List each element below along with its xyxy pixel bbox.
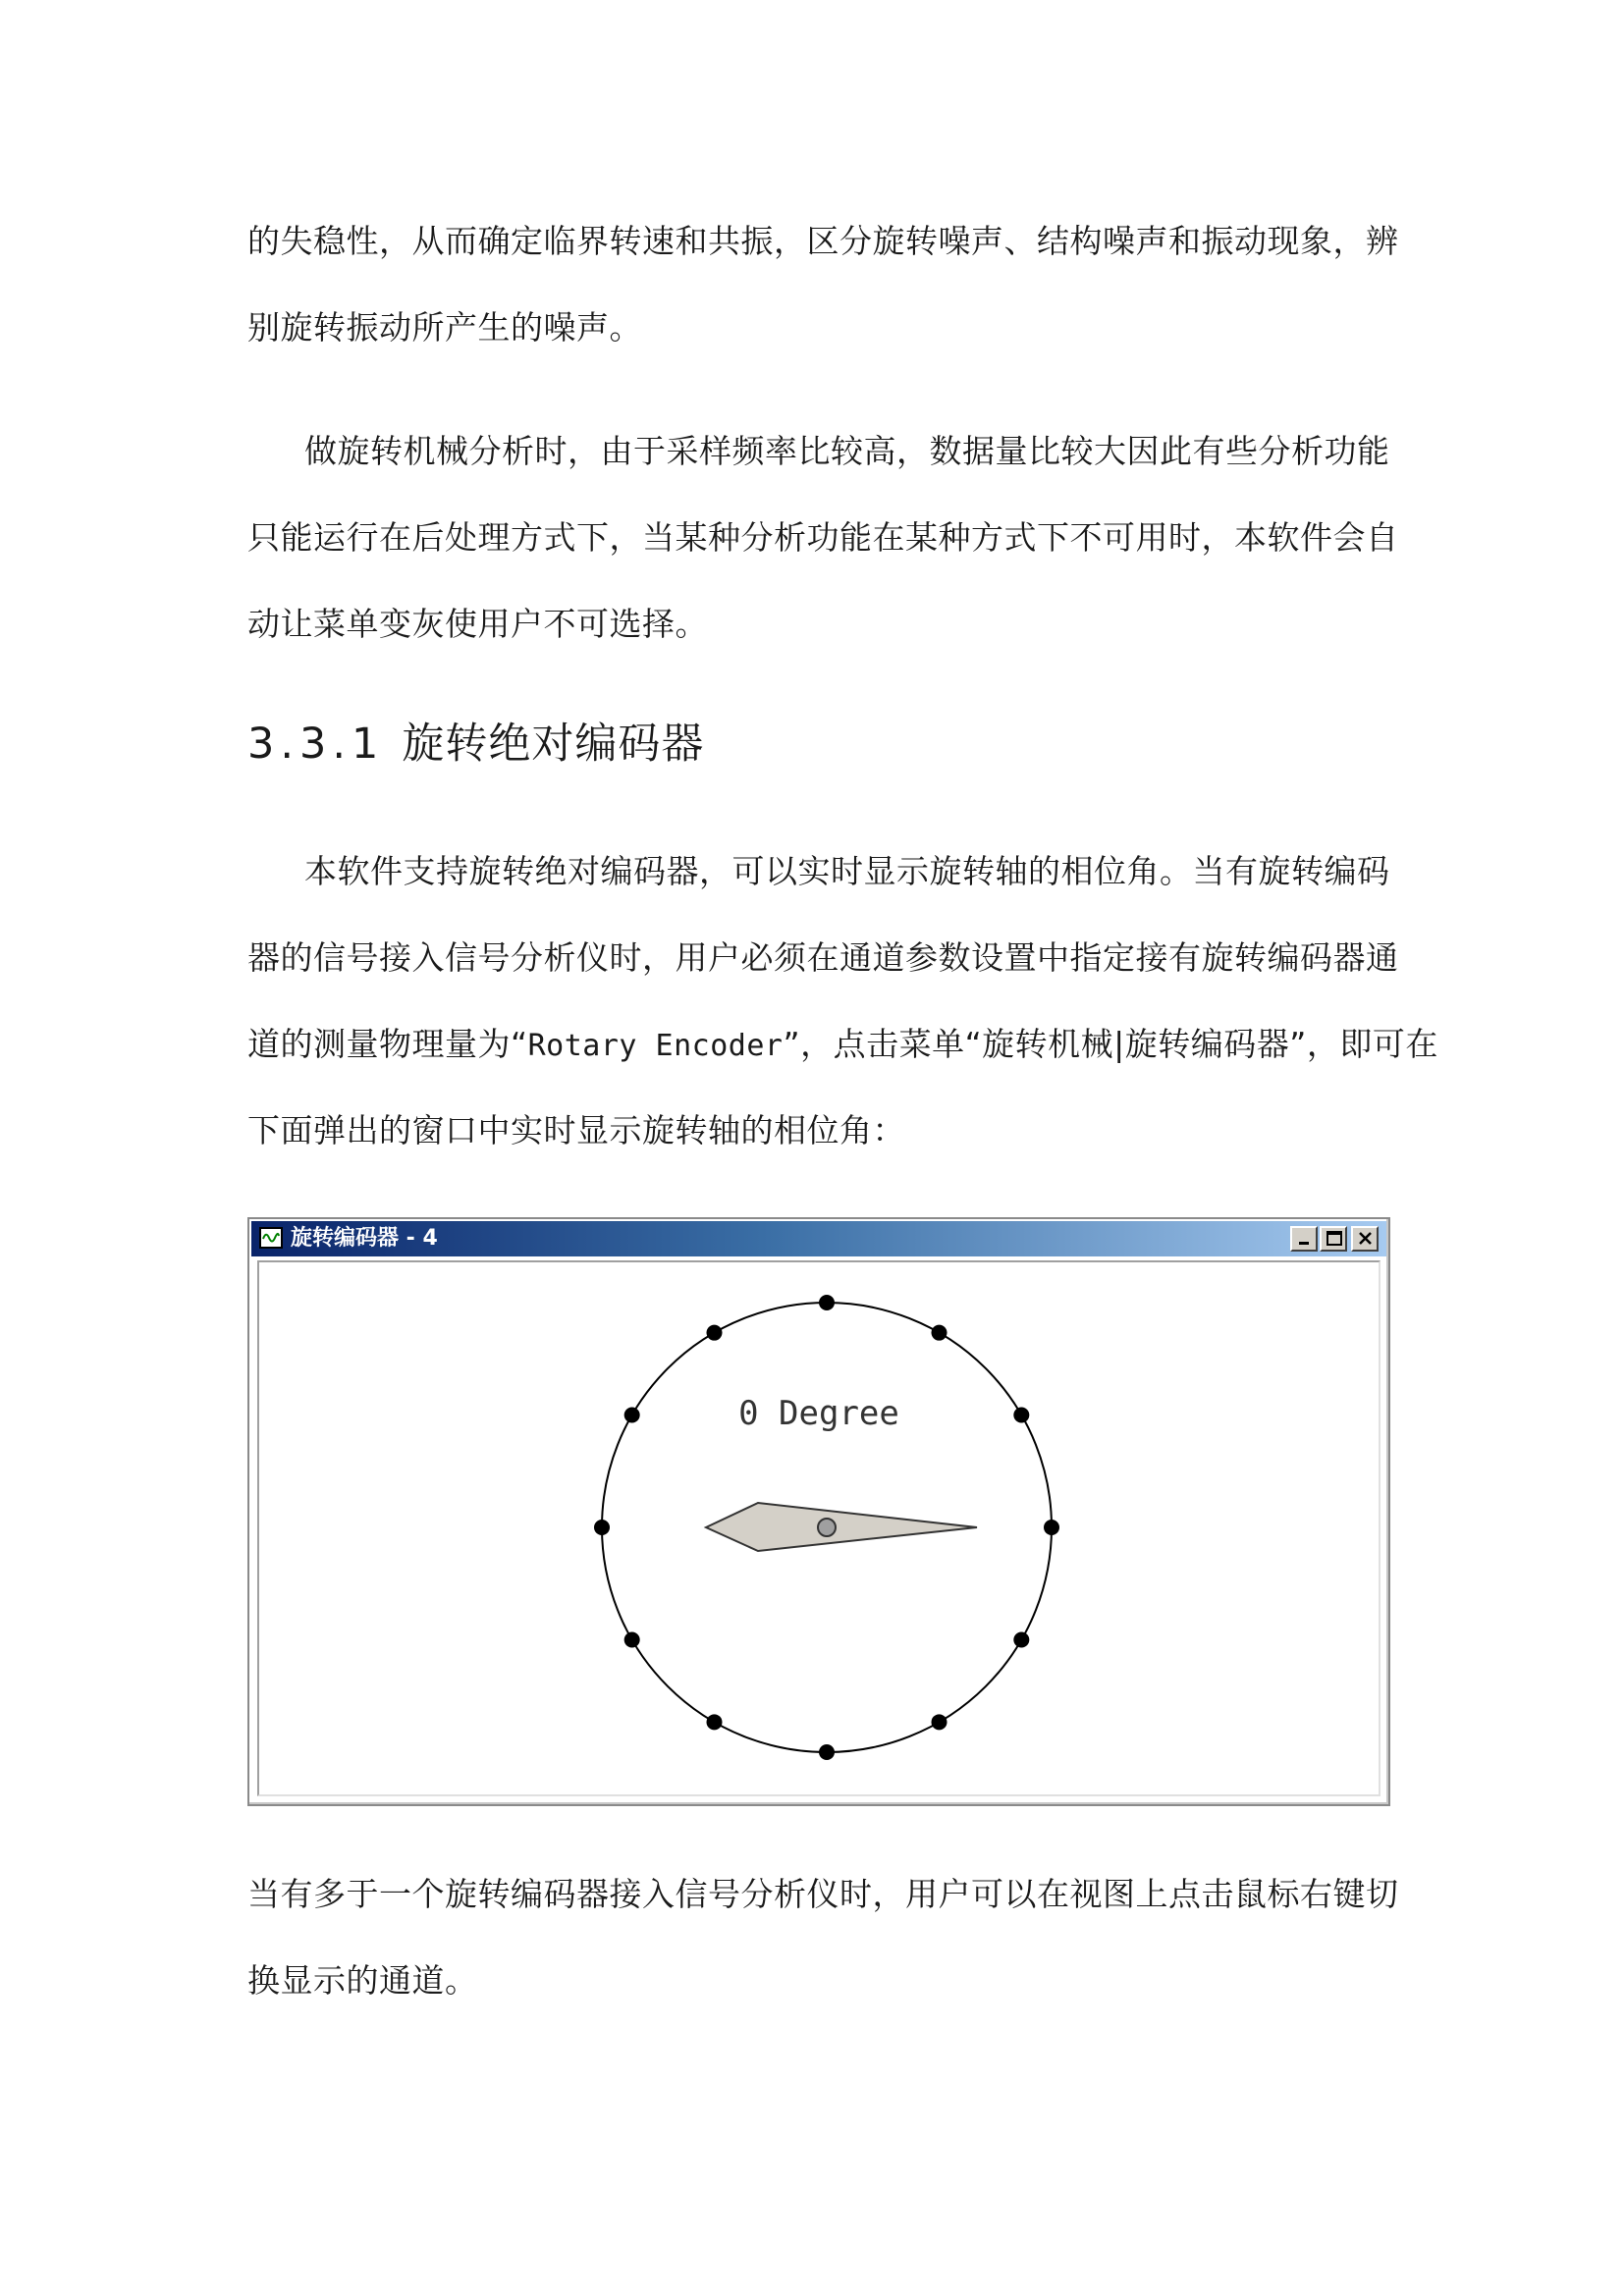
paragraph-2 <box>247 408 1399 667</box>
dial-needle <box>706 1503 977 1551</box>
close-icon <box>1356 1230 1376 1248</box>
encoder-window <box>247 1217 1390 1806</box>
section-heading <box>247 715 704 774</box>
paragraph-4-line-1: 当有多于一个旋转编码器接入信号分析仪时，用户可以在视图上点击鼠标右键切 <box>247 1875 1399 1913</box>
dial-tick <box>707 1714 723 1730</box>
minimize-button[interactable] <box>1290 1226 1318 1252</box>
paragraph-2-line-2: 只能运行在后处理方式下，当某种分析功能在某种方式下不可用时，本软件会自 <box>247 518 1399 557</box>
dial-tick <box>1013 1632 1029 1648</box>
needle-hub <box>818 1519 836 1536</box>
angle-label: 0 Degree <box>738 1394 899 1433</box>
window-client-area[interactable] <box>257 1260 1380 1796</box>
section-number: 3.3.1 <box>247 720 385 769</box>
dial-tick <box>819 1295 835 1310</box>
dial-tick <box>1013 1408 1029 1423</box>
dial-tick <box>624 1408 640 1423</box>
minimize-icon <box>1295 1230 1315 1248</box>
dial-tick <box>932 1714 947 1730</box>
maximize-icon <box>1325 1230 1344 1248</box>
window-titlebar[interactable] <box>251 1221 1386 1256</box>
maximize-button[interactable] <box>1320 1226 1347 1252</box>
close-button[interactable] <box>1351 1226 1379 1252</box>
paragraph-1 <box>247 198 1399 371</box>
needle-pointer <box>706 1503 977 1551</box>
paragraph-4-line-2: 换显示的通道。 <box>247 1961 478 2000</box>
paragraph-1-line-1: 的失稳性，从而确定临界转速和共振，区分旋转噪声、结构噪声和振动现象，辨 <box>247 222 1399 260</box>
dial-tick <box>624 1632 640 1648</box>
window-title: 旋转编码器 - 4 <box>291 1226 438 1251</box>
dial-tick <box>594 1520 610 1535</box>
line3-text-a: 道的测量物理量为“ <box>247 1025 528 1063</box>
encoder-dial <box>259 1262 1382 1798</box>
paragraph-4 <box>247 1851 1399 2024</box>
dial-tick <box>1044 1520 1059 1535</box>
line3-text-b: ”，点击菜单“旋转机械|旋转编码器”，即可在 <box>783 1025 1438 1063</box>
paragraph-1-line-2: 别旋转振动所产生的噪声。 <box>247 308 642 347</box>
paragraph-3-line-4: 下面弹出的窗口中实时显示旋转轴的相位角： <box>247 1111 905 1149</box>
rotary-encoder-code: Rotary Encoder <box>527 1029 784 1063</box>
dial-tick <box>707 1325 723 1341</box>
paragraph-3-line-3 <box>247 1001 1438 1088</box>
section-title: 旋转绝对编码器 <box>402 720 705 769</box>
paragraph-2-line-3: 动让菜单变灰使用户不可选择。 <box>247 605 708 643</box>
paragraph-2-line-1: 做旋转机械分析时，由于采样频率比较高，数据量比较大因此有些分析功能 <box>304 432 1390 470</box>
paragraph-3-line-1: 本软件支持旋转绝对编码器，可以实时显示旋转轴的相位角。当有旋转编码 <box>304 852 1390 890</box>
paragraph-3-line-2: 器的信号接入信号分析仪时，用户必须在通道参数设置中指定接有旋转编码器通 <box>247 938 1399 977</box>
dial-tick <box>932 1325 947 1341</box>
dial-tick <box>819 1744 835 1760</box>
paragraph-3 <box>247 828 1438 1174</box>
waveform-icon <box>259 1227 283 1249</box>
